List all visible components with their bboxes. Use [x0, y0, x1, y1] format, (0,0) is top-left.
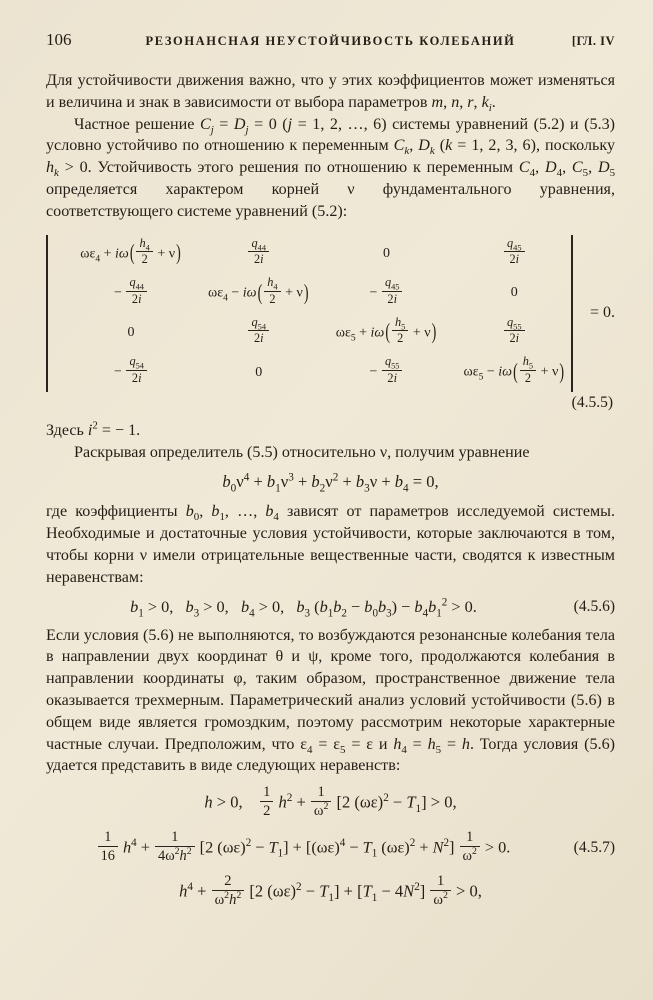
- matrix-cell: $\omega\varepsilon_5 - i\omega$( $\frac{h_5}{2}$ + ν): [463, 354, 564, 386]
- equation-rhs: = 0.: [589, 304, 615, 322]
- paragraph-intro: Для устойчивости движения важно, что у этих коэффициентов может изменяться и величина и знак в зависимости от выбора параметров m, n, r, $k_i$.: [46, 72, 615, 115]
- paragraph-expand: Раскрывая определитель (5.5) относительно ν, получим уравнение: [74, 443, 530, 461]
- equation-label-456: (4.5.6): [573, 597, 615, 615]
- matrix-cell: $\omega\varepsilon_4 - i\omega$( $\frac{h_4}{2}$ + ν): [208, 275, 309, 306]
- paragraph-where: где коэффициенты $b_0$, $b_1$, …, $b_4$ зависят от параметров исследуемой системы. Необходимые и достаточные условия устойчивости, которые заключаются в том, чтобы корни ν имели отрицательные вещественные части, сводятся к известным неравенствам:: [46, 503, 615, 586]
- equation-characteristic: $b_0\nu^4 + b_1\nu^3 + b_2\nu^2 + b_3\nu + b_4 = 0$,: [222, 471, 439, 495]
- equation-4-5-5: [46, 235, 615, 392]
- determinant-grid: [54, 235, 565, 388]
- page-number: 106: [46, 30, 72, 49]
- matrix-cell: 0: [510, 285, 518, 301]
- matrix-cell: − $\frac{q_{55}}{2i}$: [309, 357, 463, 388]
- equation-457-line1: h > 0, $\frac{1}{2}$ $h^2$ + $\frac{1}{\omega^2}$ [2 $(\omega\varepsilon)^2 - T_1] > 0$,: [204, 784, 457, 820]
- matrix-cell: − $\frac{q_{54}}{2i}$: [54, 357, 208, 388]
- matrix-cell: $\frac{q_{45}}{2i}$: [464, 239, 565, 270]
- matrix-cell: − $\frac{q_{45}}{2i}$: [309, 278, 463, 309]
- paragraph-here: Здесь $i^2$ = − 1.: [46, 419, 141, 439]
- paragraph-conditions: Если условия (5.6) не выполняются, то возбуждаются резонансные колебания тела в направлении двух координат θ и ψ, кроме того, продолжаются колебания в направлении координаты φ, таким образом, пространственное движение тела оказывается трехмерным. Параметрический анализ условий устойчивости (5.6) в общем виде является громоздким, поэтому рассмотрим некоторые характерные частные случаи. Предположим, что $\varepsilon_4 = \varepsilon_5 = \varepsilon$ и $h_4 = h_5 = h$. Тогда условия (5.6) удается представить в виде следующих неравенств:: [46, 626, 616, 775]
- equation-label-457: (4.5.7): [573, 839, 615, 857]
- running-title: РЕЗОНАНСНАЯ НЕУСТОЙЧИВОСТЬ КОЛЕБАНИЙ: [145, 34, 516, 48]
- matrix-cell: $\frac{q_{44}}{2i}$: [208, 239, 309, 270]
- matrix-cell: 0: [255, 364, 263, 380]
- equation-4-5-6: [46, 597, 615, 617]
- determinant-matrix: [46, 235, 573, 392]
- inequalities-456: $b_1 > 0$, $b_3 > 0$, $b_4 > 0$, $b_3$ $(b_1b_2 - b_0b_3) - b_4b_1^2 > 0$.: [130, 596, 477, 619]
- equation-457-line2: $\frac{1}{16}$ $h^4$ + $\frac{1}{4\omega^2h^2}$ [2 $(\omega\varepsilon)^2 - T_1] + [(\omega\varepsilon)^4 - T_1$ $(\omega\varepsilon)^2 + N^2$] $\frac{1}{\omega^2}$ > 0.: [46, 831, 561, 866]
- matrix-cell: 0: [127, 324, 135, 340]
- equation-label-455: (4.5.5): [571, 393, 613, 411]
- equation-457-line3: $h^4$ + $\frac{2}{\omega^2h^2}$ [2 $(\omega\varepsilon)^2 - T_1] + [T_1 - 4N^2]$ $\frac{1}{\omega^2}$ > 0,: [179, 872, 482, 909]
- matrix-cell: $\frac{q_{54}}{2i}$: [208, 318, 309, 349]
- matrix-cell: $\omega\varepsilon_4 + i\omega$( $\frac{h_4}{2}$ + ν): [80, 235, 181, 267]
- paragraph-solution: Частное решение $C_j = D_j = 0$ (j = 1, 2, …, 6) системы уравнений (5.2) и (5.3) условно устойчиво по отношению к переменным $C_k$, $D_k$ (k = 1, 2, 3, 6), поскольку $h_k > 0$. Устойчивость этого решения по отношению к переменным $C_4$, $D_4$, $C_5$, $D_5$ определяется характером корней ν фундаментального уравнения, соответствующего системе уравнений (5.2):: [46, 115, 616, 220]
- page-header: [46, 30, 615, 50]
- equation-4-5-7: [46, 828, 615, 866]
- matrix-cell: 0: [383, 245, 390, 261]
- matrix-cell: $\frac{q_{55}}{2i}$: [464, 318, 565, 349]
- chapter-label: [ГЛ. IV: [571, 34, 615, 48]
- matrix-cell: − $\frac{q_{44}}{2i}$: [54, 278, 208, 309]
- matrix-cell: $\omega\varepsilon_5 + i\omega$( $\frac{h_5}{2}$ + ν): [335, 314, 437, 346]
